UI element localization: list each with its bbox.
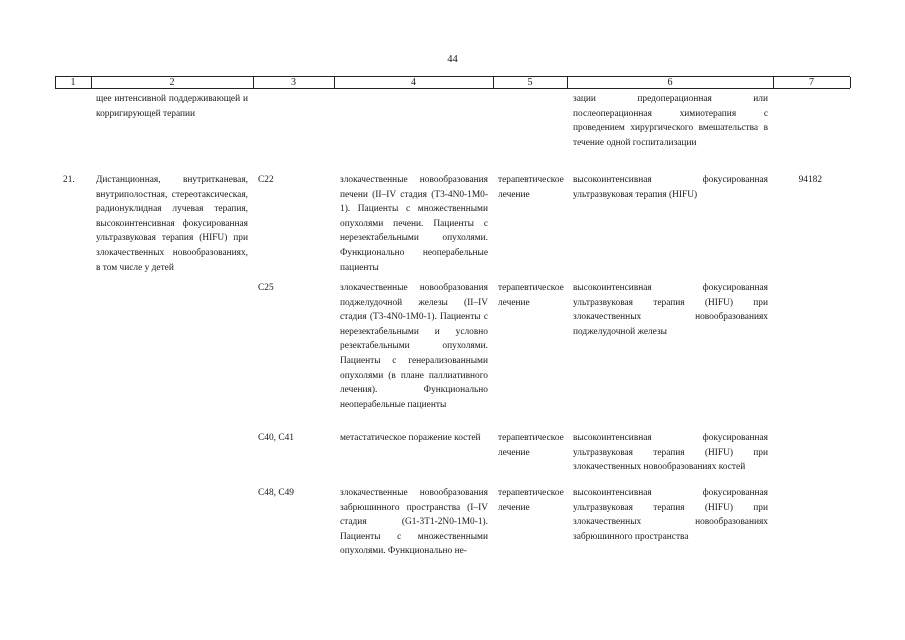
entry-number: 21. <box>63 175 75 185</box>
column-number-4: 4 <box>411 77 416 88</box>
column-number-1: 1 <box>70 77 76 88</box>
treatment-type: терапевтическое лечение <box>498 488 564 513</box>
patient-model: метастатическое поражение костей <box>340 433 481 443</box>
treatment-method: высокоинтенсивная фокусированная ультразвуковая терапия (HIFU) при злокачественных новообразованиях поджелудочной железы <box>573 283 768 337</box>
column-number-7: 7 <box>809 77 814 88</box>
treatment-type: терапевтическое лечение <box>498 175 564 200</box>
continuation-method-text: зации предоперационная или послеоперационная химиотерапия с проведением хирургического вмешательства в течение одной госпитализации <box>573 94 768 148</box>
page-number: 44 <box>447 54 458 65</box>
patient-model: злокачественные новообразования печени (II–IV стадия (T3-4N0-1M0-1). Пациенты с множественными опухолями печени. Пациенты с нерезектабельными опухолями. Функционально неоперабельные пациенты <box>340 175 488 273</box>
column-number-6: 6 <box>667 77 673 88</box>
continuation-name-text: щее интенсивной поддерживающей и корригирующей терапии <box>96 94 248 119</box>
treatment-type: терапевтическое лечение <box>498 433 564 458</box>
treatment-method: высокоинтенсивная фокусированная ультразвуковая терапия (HIFU) при злокачественных новообразованиях забрюшинного пространства <box>573 488 768 542</box>
diagnosis-code: C40, C41 <box>258 433 294 443</box>
patient-model: злокачественные новообразования поджелудочной железы (II–IV стадия (T3-4N0-1M0-1). Пациенты с нерезектабельными и условно резектабельными опухолями. Пациенты с генерализованными опухолями (в плане паллиативного лечения). Функционально неоперабельные пациенты <box>340 283 488 410</box>
diagnosis-code: C48, C49 <box>258 488 294 498</box>
entry-price: 94182 <box>798 175 822 185</box>
diagnosis-code: C22 <box>258 175 274 185</box>
header-bottom-rule <box>55 88 850 89</box>
patient-model: злокачественные новообразования забрюшинного пространства (I–IV стадия (G1-3T1-2N0-1M0-1). Пациенты с множественными опухолями. Функционально не- <box>340 488 488 557</box>
treatment-method: высокоинтенсивная фокусированная ультразвуковая терапия (HIFU) при злокачественных новообразованиях костей <box>573 433 768 473</box>
column-number-2: 2 <box>169 77 175 88</box>
column-divider <box>850 77 851 88</box>
column-number-3: 3 <box>291 77 296 88</box>
entry-name: Дистанционная, внутритканевая, внутриполостная, стереотаксическая, радионуклидная лучевая терапия, высокоинтенсивная фокусированная ультразвуковая терапия (HIFU) при злокачественных новообразованиях, в том числе у детей <box>96 175 248 273</box>
treatment-type: терапевтическое лечение <box>498 283 564 308</box>
diagnosis-code: C25 <box>258 283 274 293</box>
treatment-method: высокоинтенсивная фокусированная ультразвуковая терапия (HIFU) <box>573 175 768 200</box>
column-number-5: 5 <box>527 77 533 88</box>
